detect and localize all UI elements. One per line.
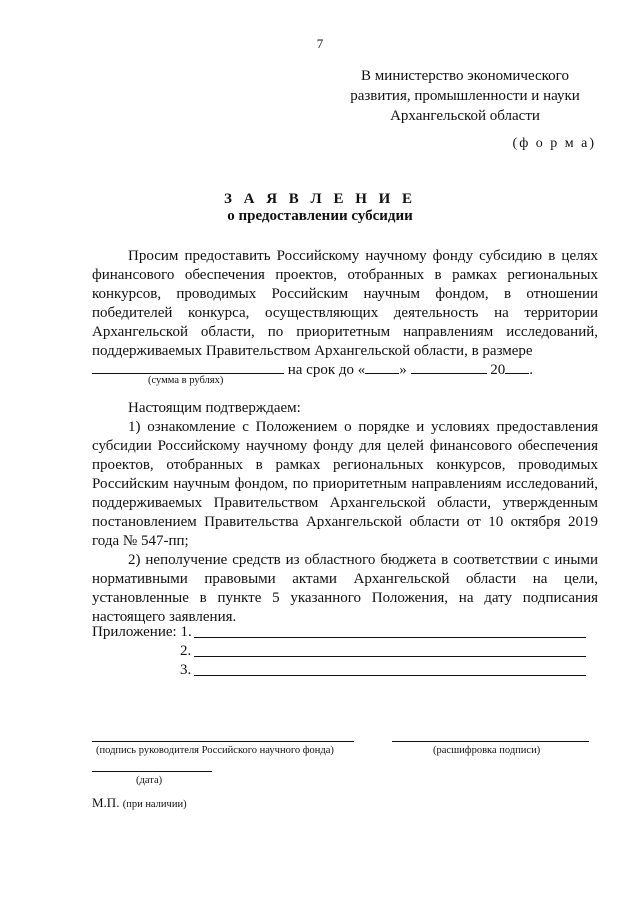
addressee-block — [330, 66, 600, 126]
attachment-number: 1. — [180, 624, 192, 640]
document-title: З А Я В Л Е Н И Е — [223, 191, 417, 207]
date-line — [92, 771, 212, 772]
page-number: 7 — [316, 36, 324, 51]
term-quote-close: » — [399, 362, 407, 378]
confirm-intro: Настоящим подтверждаем: — [128, 400, 301, 416]
confirm-block — [92, 399, 598, 627]
term-text: на срок до « — [287, 362, 366, 378]
request-text: Просим предоставить Российскому научному фонду субсидию в целях финансового обеспечения проектов, отобранных в рамках региональных конкурсов, проводимых Российским научным фондом, в отношении победителей конкурса, осуществляющих деятельность на территории Архангельской области, по приоритетным направлениям исследований, поддерживаемых Правительством Архангельской области, в размере — [92, 248, 598, 359]
request-paragraph — [92, 247, 598, 380]
year-prefix: 20 — [490, 362, 506, 378]
decoding-line — [392, 741, 589, 742]
confirm-item-1: 1) ознакомление с Положением о порядке и условиях предоставления субсидии Российскому научному фонду для целей финансового обеспечения проектов, отобранных в рамках региональных конкурсов, проводимых Российским научным фондом, по приоритетным направлениям исследований, поддерживаемых Правительством Архангельской области, утвержденным постановлением Правительства Архангельской области от 10 октября 2019 года № 547-пп; — [92, 419, 598, 549]
addressee-line: развития, промышленности и науки — [350, 88, 580, 104]
date-hint: (дата) — [136, 775, 163, 786]
attachment-number: 2. — [180, 643, 192, 659]
attachment-row — [92, 623, 192, 642]
year-suffix: . — [529, 362, 534, 378]
month-blank — [411, 361, 487, 374]
stamp-label: М.П. — [92, 795, 120, 810]
day-blank — [365, 361, 399, 374]
form-label: (ф о р м а) — [512, 136, 596, 151]
stamp-hint: (при наличии) — [122, 799, 187, 810]
addressee-line: В министерство экономического — [361, 68, 569, 84]
year-blank — [505, 361, 529, 374]
attachment-line — [194, 637, 586, 638]
amount-hint: (сумма в рублях) — [148, 375, 224, 386]
decoding-hint: (расшифровка подписи) — [433, 745, 541, 756]
confirm-item-2: 2) неполучение средств из областного бюджета в соответствии с иными нормативными правовыми актами Архангельской области на цели, установленные в пункте 5 указанного Положения, на дату подписания настоящего заявления. — [92, 552, 598, 625]
document-subtitle: о предоставлении субсидии — [227, 208, 413, 224]
attachment-line — [194, 656, 586, 657]
attachments-label: Приложение: — [92, 624, 177, 640]
head-signature-line — [92, 741, 354, 742]
stamp-place — [92, 795, 187, 811]
attachment-line — [194, 675, 586, 676]
head-signature-hint: (подпись руководителя Российского научного фонда) — [96, 745, 334, 756]
amount-blank — [92, 361, 284, 374]
addressee-line: Архангельской области — [390, 108, 540, 124]
attachment-number: 3. — [180, 662, 192, 678]
